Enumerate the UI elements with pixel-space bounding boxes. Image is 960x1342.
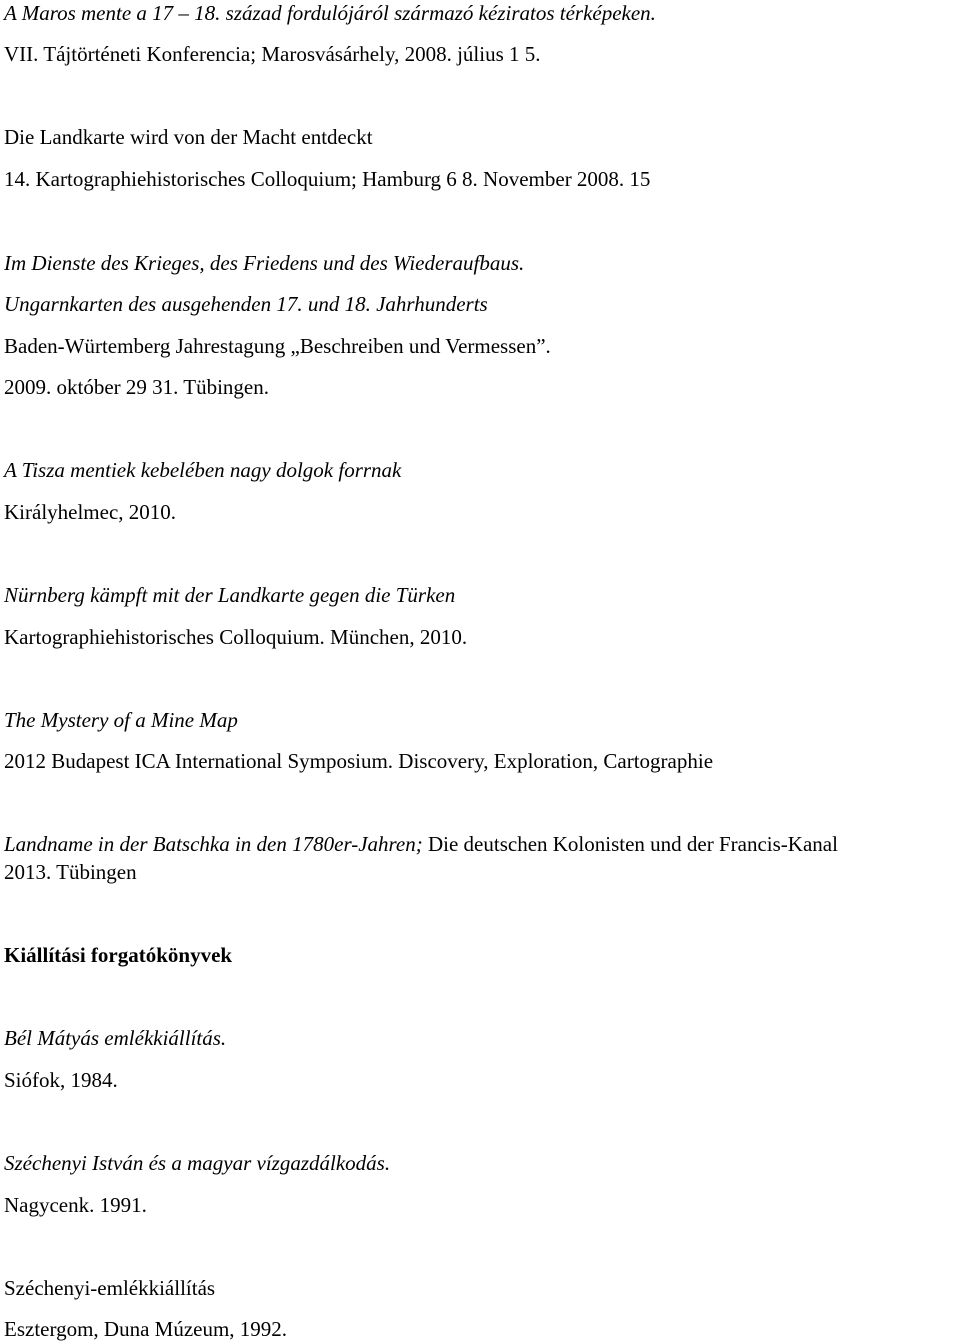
section-heading: Kiállítási forgatókönyvek: [4, 943, 233, 967]
entry-title: The Mystery of a Mine Map: [4, 708, 238, 732]
entry-detail: 2013. Tübingen: [4, 860, 137, 884]
entry-title-continued: Ungarnkarten des ausgehenden 17. und 18. Jahrhunderts: [4, 292, 488, 316]
entry-detail: Királyhelmec, 2010.: [4, 500, 177, 524]
exhibition-detail: Siófok, 1984.: [4, 1068, 118, 1092]
entry-title: A Maros mente a 17 – 18. század fordulójáról származó kéziratos térképeken.: [4, 1, 656, 25]
exhibition-title: Széchenyi István és a magyar vízgazdálkodás.: [4, 1151, 391, 1175]
exhibition-title: Széchenyi-emlékkiállítás: [4, 1276, 216, 1300]
exhibition-detail: Esztergom, Duna Múzeum, 1992.: [4, 1317, 288, 1341]
entry-detail: Kartographiehistorisches Colloquium. München, 2010.: [4, 625, 468, 649]
entry-detail: 2012 Budapest ICA International Symposium. Discovery, Exploration, Cartographie: [4, 749, 714, 773]
entry-title: Nürnberg kämpft mit der Landkarte gegen die Türken: [4, 583, 456, 607]
entry-title-suffix: Die deutschen Kolonisten und der Francis-Kanal: [422, 832, 838, 856]
entry-title: Die Landkarte wird von der Macht entdeckt: [4, 125, 373, 149]
entry-detail: 2009. október 29 31. Tübingen.: [4, 375, 270, 399]
entry-detail: VII. Tájtörténeti Konferencia; Marosvásárhely, 2008. július 1 5.: [4, 42, 541, 66]
exhibition-detail: Nagycenk. 1991.: [4, 1193, 147, 1217]
entry-title: Landname in der Batschka in den 1780er-Jahren;: [4, 832, 423, 856]
entry-title: A Tisza mentiek kebelében nagy dolgok forrnak: [4, 458, 402, 482]
entry-title-line: [4, 831, 838, 857]
entry-title: Im Dienste des Krieges, des Friedens und des Wiederaufbaus.: [4, 251, 525, 275]
entry-detail: Baden-Würtemberg Jahrestagung „Beschreiben und Vermessen”.: [4, 334, 551, 358]
exhibition-title: Bél Mátyás emlékkiállítás.: [4, 1026, 227, 1050]
entry-detail: 14. Kartographiehistorisches Colloquium; Hamburg 6 8. November 2008. 15: [4, 167, 651, 191]
